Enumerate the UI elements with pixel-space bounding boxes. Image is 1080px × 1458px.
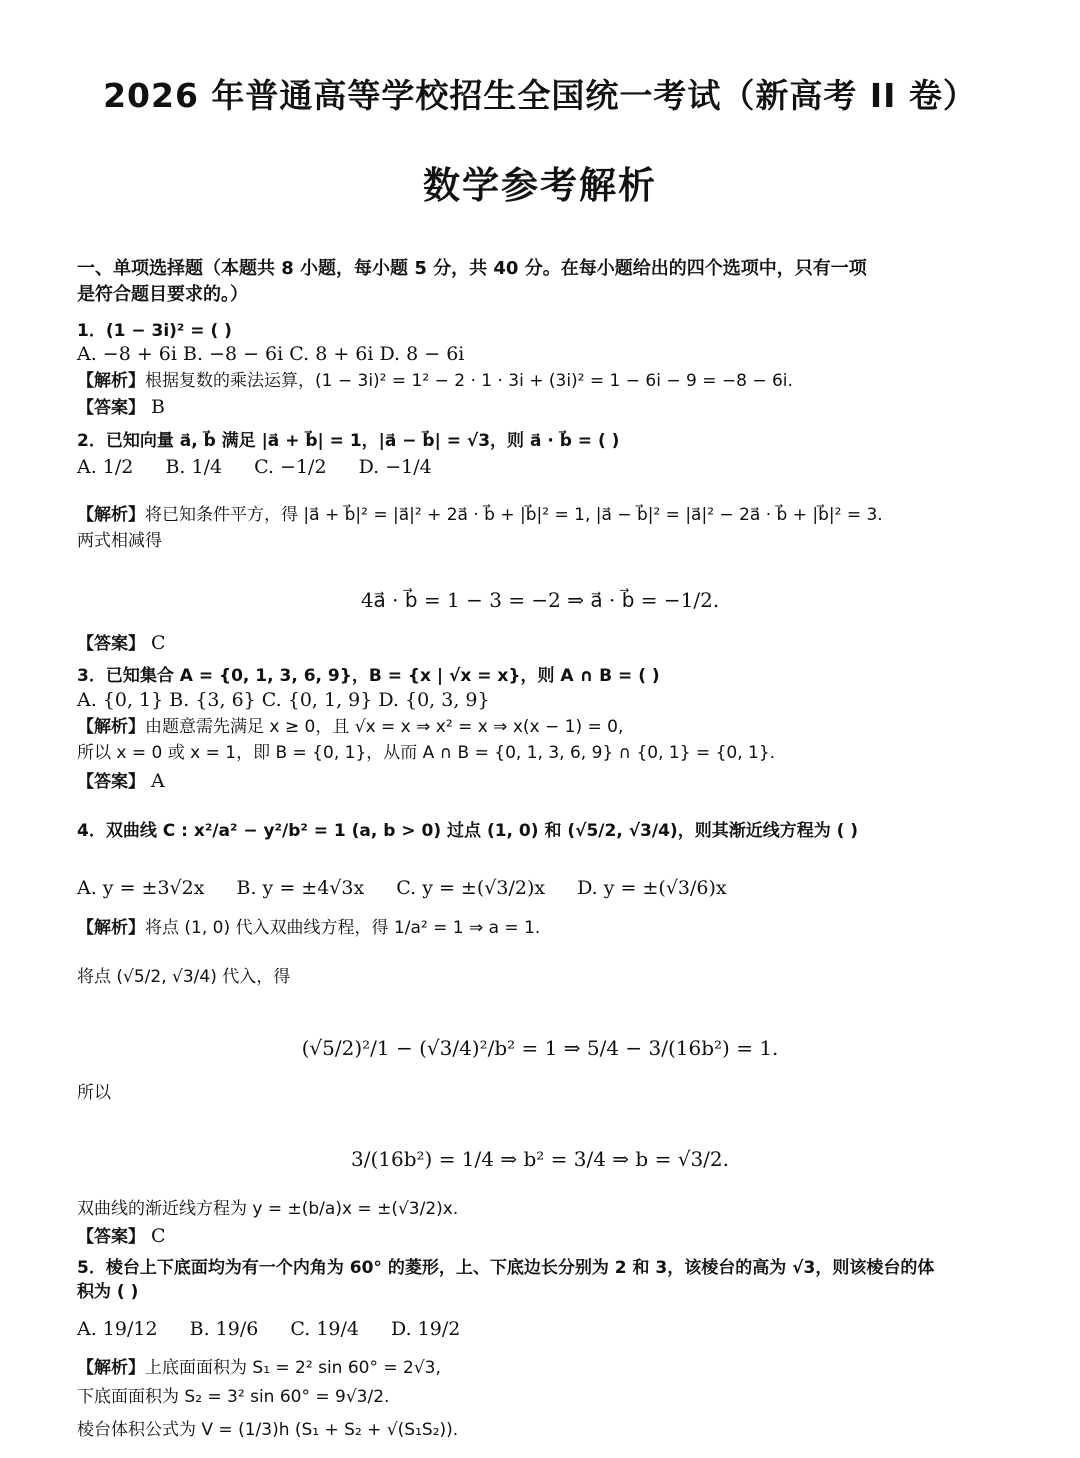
- q1-analysis-line: [77, 369, 793, 392]
- q2-answer: C: [151, 632, 166, 654]
- q2-option-c: C. −1/2: [254, 456, 327, 478]
- q3-analysis-line: [77, 715, 623, 738]
- q2-display-equation: 4a⃗ · b⃗ = 1 − 3 = −2 ⇒ a⃗ · b⃗ = −1/2.: [360, 588, 720, 612]
- q4-option-b: B. y = ±4√3x: [236, 877, 365, 899]
- q4-option-d: D. y = ±(√3/6)x: [577, 877, 727, 899]
- analysis-label: 【解析】: [77, 1358, 145, 1378]
- q5-analysis-line: [77, 1356, 441, 1379]
- analysis-label: 【解析】: [77, 918, 145, 938]
- q2-option-a: A. 1/2: [77, 456, 134, 478]
- answer-label: 【答案】: [77, 634, 145, 654]
- q4-answer: C: [151, 1225, 166, 1247]
- q2-analysis: 将已知条件平方，得 |a⃗ + b⃗|² = |a⃗|² + 2a⃗ · b⃗ + |b⃗|² = 1, |a⃗ − b⃗|² = |a⃗|² − 2a⃗ · b⃗ + |b⃗|² = 3.: [145, 505, 883, 525]
- q3-analysis-2: 所以 x = 0 或 x = 1，即 B = {0, 1}，从而 A ∩ B = {0, 1, 3, 6, 9} ∩ {0, 1} = {0, 1}.: [77, 743, 776, 763]
- q4-analysis-2: 将点 (√5/2, √3/4) 代入，得: [77, 967, 291, 987]
- q3-answer-line: [77, 770, 165, 793]
- q2-option-b: B. 1/4: [165, 456, 223, 478]
- q2-analysis-line: [77, 503, 883, 526]
- answer-label: 【答案】: [77, 1227, 145, 1247]
- q2-options: [77, 456, 458, 478]
- q5-stem-cont: 积为 ( ): [77, 1282, 139, 1302]
- q2-analysis-2: 两式相减得: [77, 531, 162, 551]
- q4-so: 所以: [77, 1083, 111, 1103]
- q4-display-equation-2: 3/(16b²) = 1/4 ⇒ b² = 3/4 ⇒ b = √3/2.: [351, 1147, 729, 1171]
- exam-subtitle: 数学参考解析: [423, 164, 657, 207]
- q5-analysis-3: 棱台体积公式为 V = (1/3)h (S₁ + S₂ + √(S₁S₂)).: [77, 1420, 459, 1440]
- answer-label: 【答案】: [77, 772, 145, 792]
- q5-stem: 5．棱台上下底面均为有一个内角为 60° 的菱形，上、下底边长分别为 2 和 3，该棱台的高为 √3，则该棱台的体: [77, 1258, 935, 1278]
- q3-answer: A: [151, 770, 165, 792]
- q1-options: A. −8 + 6i B. −8 − 6i C. 8 + 6i D. 8 − 6i: [77, 343, 465, 365]
- q5-option-b: B. 19/6: [189, 1318, 259, 1340]
- q5-options: [77, 1318, 486, 1340]
- q5-analysis-2: 下底面面积为 S₂ = 3² sin 60° = 9√3/2.: [77, 1387, 390, 1407]
- q4-option-a: A. y = ±3√2x: [77, 877, 205, 899]
- q1-analysis: 根据复数的乘法运算，(1 − 3i)² = 1² − 2 · 1 · 3i + (3i)² = 1 − 6i − 9 = −8 − 6i.: [145, 371, 793, 391]
- q4-analysis-3: 双曲线的渐近线方程为 y = ±(b/a)x = ±(√3/2)x.: [77, 1199, 459, 1219]
- answer-label: 【答案】: [77, 398, 145, 418]
- q4-stem: 4．双曲线 C : x²/a² − y²/b² = 1 (a, b > 0) 过点 (1, 0) 和 (√5/2, √3/4)，则其渐近线方程为 ( ): [77, 821, 859, 841]
- section-heading: 一、单项选择题（本题共 8 小题，每小题 5 分，共 40 分。在每小题给出的四个选项中，只有一项: [77, 258, 867, 279]
- section-heading-cont: 是符合题目要求的。）: [77, 284, 248, 305]
- q3-analysis: 由题意需先满足 x ≥ 0，且 √x = x ⇒ x² = x ⇒ x(x − 1) = 0,: [145, 717, 624, 737]
- q4-answer-line: [77, 1225, 166, 1248]
- q4-analysis-line: [77, 916, 540, 939]
- analysis-label: 【解析】: [77, 505, 145, 525]
- q3-stem: 3．已知集合 A = {0, 1, 3, 6, 9}，B = {x | √x = x}，则 A ∩ B = ( ): [77, 666, 660, 686]
- q5-analysis: 上底面面积为 S₁ = 2² sin 60° = 2√3,: [145, 1358, 441, 1378]
- q4-option-c: C. y = ±(√3/2)x: [396, 877, 546, 899]
- q5-option-c: C. 19/4: [290, 1318, 359, 1340]
- q1-answer: B: [151, 396, 166, 418]
- q2-option-d: D. −1/4: [358, 456, 432, 478]
- q2-stem: 2．已知向量 a⃗, b⃗ 满足 |a⃗ + b⃗| = 1，|a⃗ − b⃗| = √3，则 a⃗ · b⃗ = ( ): [77, 431, 620, 451]
- q1-answer-line: [77, 396, 165, 419]
- analysis-label: 【解析】: [77, 717, 145, 737]
- q5-option-a: A. 19/12: [77, 1318, 158, 1340]
- q4-analysis: 将点 (1, 0) 代入双曲线方程，得 1/a² = 1 ⇒ a = 1.: [145, 918, 541, 938]
- q1-stem: 1．(1 − 3i)² = ( ): [77, 321, 232, 341]
- analysis-label: 【解析】: [77, 371, 145, 391]
- q3-options: A. {0, 1} B. {3, 6} C. {0, 1, 9} D. {0, 3, 9}: [77, 689, 490, 711]
- q4-display-equation-1: (√5/2)²/1 − (√3/4)²/b² = 1 ⇒ 5/4 − 3/(16b²) = 1.: [301, 1036, 779, 1060]
- q2-answer-line: [77, 632, 166, 655]
- q5-option-d: D. 19/2: [391, 1318, 461, 1340]
- exam-title: 2026 年普通高等学校招生全国统一考试（新高考 II 卷）: [103, 76, 977, 115]
- q4-options: [77, 877, 753, 899]
